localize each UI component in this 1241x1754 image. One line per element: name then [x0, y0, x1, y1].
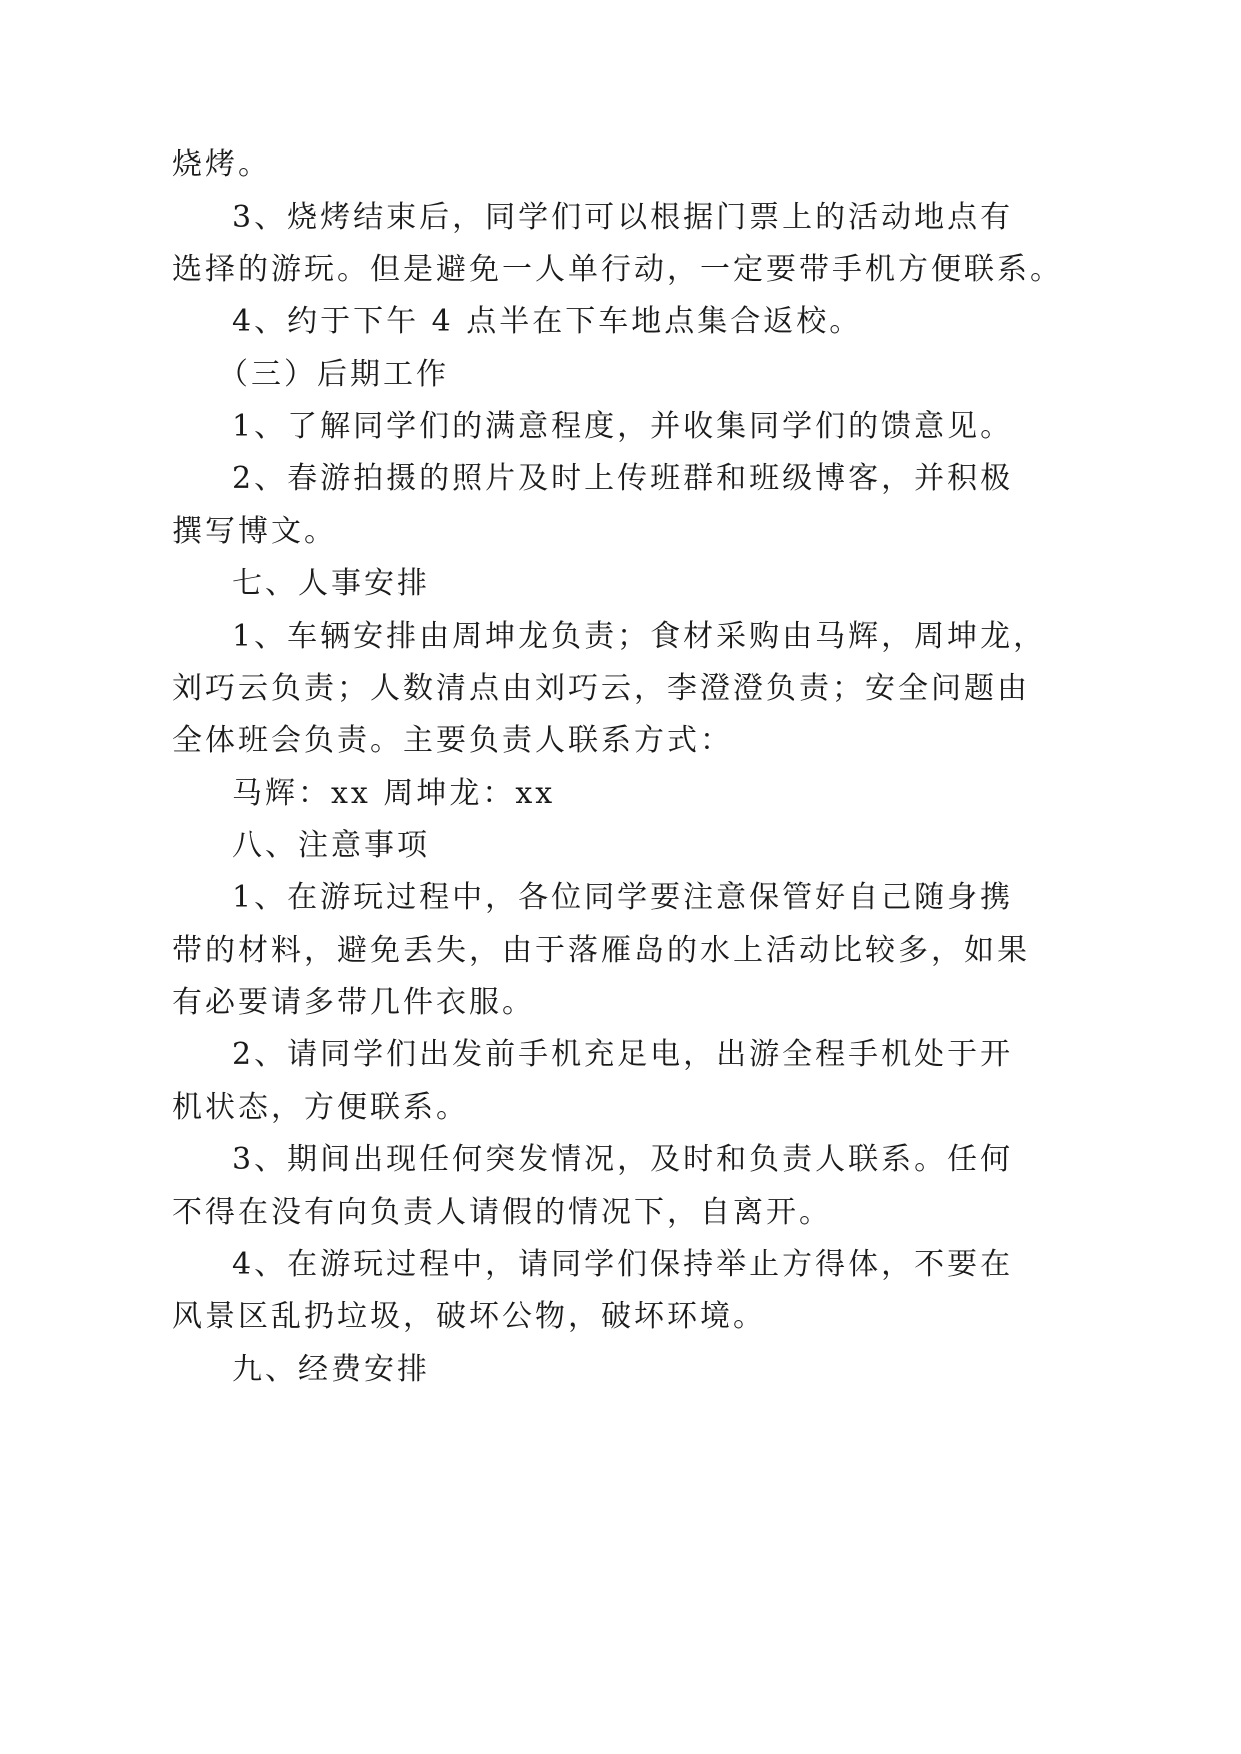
text-line: 1、在游玩过程中，各位同学要注意保管好自己随身携 [232, 880, 1014, 915]
text-line: 1、车辆安排由周坤龙负责；食材采购由马辉，周坤龙， [232, 619, 1047, 654]
text-line: 1、了解同学们的满意程度，并收集同学们的馈意见。 [232, 409, 1014, 444]
text-line: 机状态，方便联系。 [172, 1090, 469, 1125]
text-line: 撰写博文。 [172, 514, 337, 549]
text-line: 3、期间出现任何突发情况，及时和负责人联系。任何 [232, 1142, 1014, 1177]
section-heading: 八、注意事项 [232, 828, 430, 863]
text-line: 全体班会负责。主要负责人联系方式： [172, 723, 733, 758]
section-heading: 九、经费安排 [232, 1352, 430, 1387]
text-line: 3、烧烤结束后，同学们可以根据门票上的活动地点有 [232, 200, 1014, 235]
section-heading: 七、人事安排 [232, 566, 430, 601]
text-line: 4、约于下午 4 点半在下车地点集合返校。 [232, 304, 863, 339]
text-line: 烧烤。 [172, 147, 271, 182]
section-heading: （三）后期工作 [218, 357, 449, 392]
text-line: 2、请同学们出发前手机充足电，出游全程手机处于开 [232, 1037, 1014, 1072]
text-line: 有必要请多带几件衣服。 [172, 985, 535, 1020]
text-line: 带的材料，避免丢失，由于落雁岛的水上活动比较多，如果 [172, 933, 1030, 968]
text-line: 马辉：xx 周坤龙：xx [232, 776, 556, 811]
text-line: 刘巧云负责；人数清点由刘巧云，李澄澄负责；安全问题由 [172, 671, 1030, 706]
text-line: 选择的游玩。但是避免一人单行动，一定要带手机方便联系。 [172, 252, 1063, 287]
text-line: 不得在没有向负责人请假的情况下，自离开。 [172, 1195, 832, 1230]
text-line: 2、春游拍摄的照片及时上传班群和班级博客，并积极 [232, 461, 1014, 496]
text-line: 4、在游玩过程中，请同学们保持举止方得体，不要在 [232, 1247, 1014, 1282]
text-line: 风景区乱扔垃圾，破坏公物，破坏环境。 [172, 1299, 766, 1334]
